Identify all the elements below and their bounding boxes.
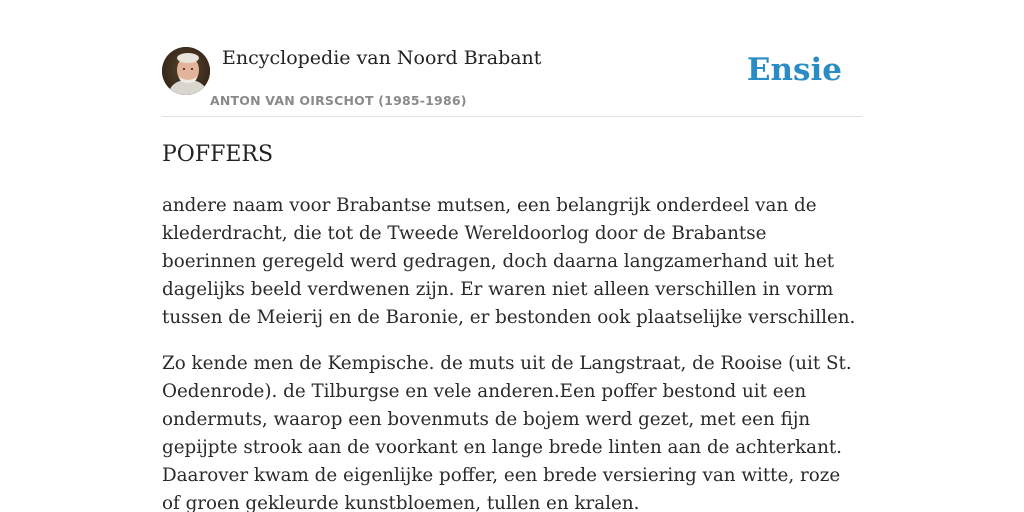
page-header xyxy=(162,0,862,117)
article xyxy=(162,140,862,512)
encyclopedia-title[interactable]: Encyclopedie van Noord Brabant xyxy=(222,47,542,69)
article-paragraph: andere naam voor Brabantse mutsen, een belangrijk onderdeel van de klederdracht, die tot de Tweede Wereldoorlog door de Brabantse boerinnen geregeld werd gedragen, doch daarna langzamerhand uit het dagelijks beeld verdwenen zijn. Er waren niet alleen verschillen in vorm tussen de Meierij en de Baronie, er bestonden ook plaatselijke verschillen. xyxy=(162,195,856,328)
author-portrait-icon xyxy=(162,47,210,95)
author-name[interactable]: ANTON VAN OIRSCHOT (1985-1986) xyxy=(210,93,467,108)
article-title: POFFERS xyxy=(162,142,274,167)
article-body xyxy=(162,192,862,512)
ensie-logo[interactable]: Ensie xyxy=(746,52,842,88)
author-avatar[interactable] xyxy=(162,47,210,95)
article-paragraph: Zo kende men de Kempische. de muts uit de Langstraat, de Rooise (uit St. Oedenrode). de Tilburgse en vele anderen.Een poffer bestond uit een ondermuts, waarop een bovenmuts de bojem werd gezet, met een fijn gepijpte strook aan de voorkant en lange brede linten aan de achterkant. Daarover kwam de eigenlijke poffer, een brede versiering van witte, roze of groen gekleurde kunstbloemen, tullen en kralen. xyxy=(162,353,852,512)
